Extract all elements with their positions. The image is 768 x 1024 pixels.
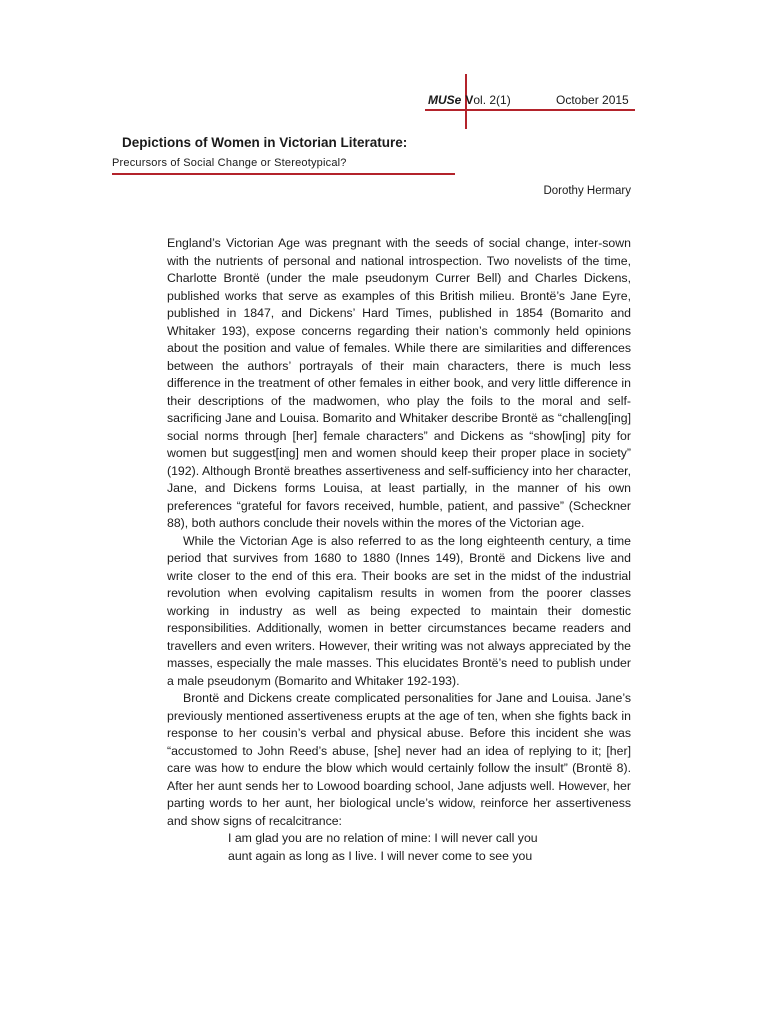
quote-line: aunt again as long as I live. I will never come to see you <box>228 848 533 863</box>
body-paragraph: While the Victorian Age is also referred to as the long eighteenth century, a time period that survives from 1680 to 1880 (Innes 149), Brontë and Dickens live and write closer to the end of this era. Their books are set in the midst of the industrial revolution when evolving capitalism results in women from the poorer classes working in industry as well as being expected to maintain their domestic responsibilities. Additionally, women in better circumstances became readers and travellers and even writers. However, their writing was not always appreciated by the masses, especially the male masses. This elucidates Brontë’s need to publish under a male pseudonym (Bomarito and Whitaker 192-193). <box>167 533 631 688</box>
article-subtitle: Precursors of Social Change or Stereotypical? <box>112 157 347 169</box>
journal-name: MUSe <box>428 93 462 107</box>
quote-line: I am glad you are no relation of mine: I will never call you <box>228 831 538 845</box>
article-title: Depictions of Women in Victorian Literature: <box>122 135 408 150</box>
block-quote <box>228 830 631 865</box>
article-body <box>167 235 631 865</box>
author-name: Dorothy Hermary <box>543 185 631 197</box>
body-paragraph: Brontë and Dickens create complicated personalities for Jane and Louisa. Jane’s previously mentioned assertiveness erupts at the age of ten, when she fights back in response to her cousin’s verbal and physical abuse. Before this incident she was “accustomed to John Reed’s abuse, [she] never had an idea of replying to it; [her] care was how to endure the blow which would certainly follow the insult” (Brontë 8). After her aunt sends her to Lowood boarding school, Jane adjusts well. However, her parting words to her aunt, her biological uncle’s widow, reinforce her assertiveness and show signs of recalcitrance: <box>167 691 631 828</box>
title-rule <box>112 173 455 175</box>
body-paragraph: England’s Victorian Age was pregnant with the seeds of social change, inter-sown with the nutrients of personal and national introspection. Two novelists of the time, Charlotte Brontë (under the male pseudonym Currer Bell) and Charles Dickens, published works that serve as examples of this British milieu. Brontë’s Jane Eyre, published in 1847, and Dickens’ Hard Times, published in 1854 (Bomarito and Whitaker 193), expose concerns regarding their nation’s commonly held opinions about the position and value of females. While there are similarities and differences between the authors’ portrayals of their main characters, there is much less difference in the treatment of other females in either book, and very little difference in their descriptions of the madwomen, who play the foils to the moral and self-sacrificing Jane and Louisa. Bomarito and Whitaker describe Brontë as “challeng[ing] social norms through [her] female characters” and Dickens as “show[ing] pity for women but suggest[ing] men and women should keep their proper place in society” (192). Although Brontë breathes assertiveness and self-sufficiency into her character, Jane, and Dickens forms Louisa, at least partially, in the manner of his own preferences “grateful for favors received, humble, patient, and passive” (Scheckner 88), both authors conclude their novels within the mores of the Victorian age. <box>167 236 631 530</box>
header-rule <box>425 109 635 111</box>
journal-volume <box>428 93 511 107</box>
issue-date: October 2015 <box>556 93 629 107</box>
volume-label: Vol. 2(1) <box>465 93 511 107</box>
